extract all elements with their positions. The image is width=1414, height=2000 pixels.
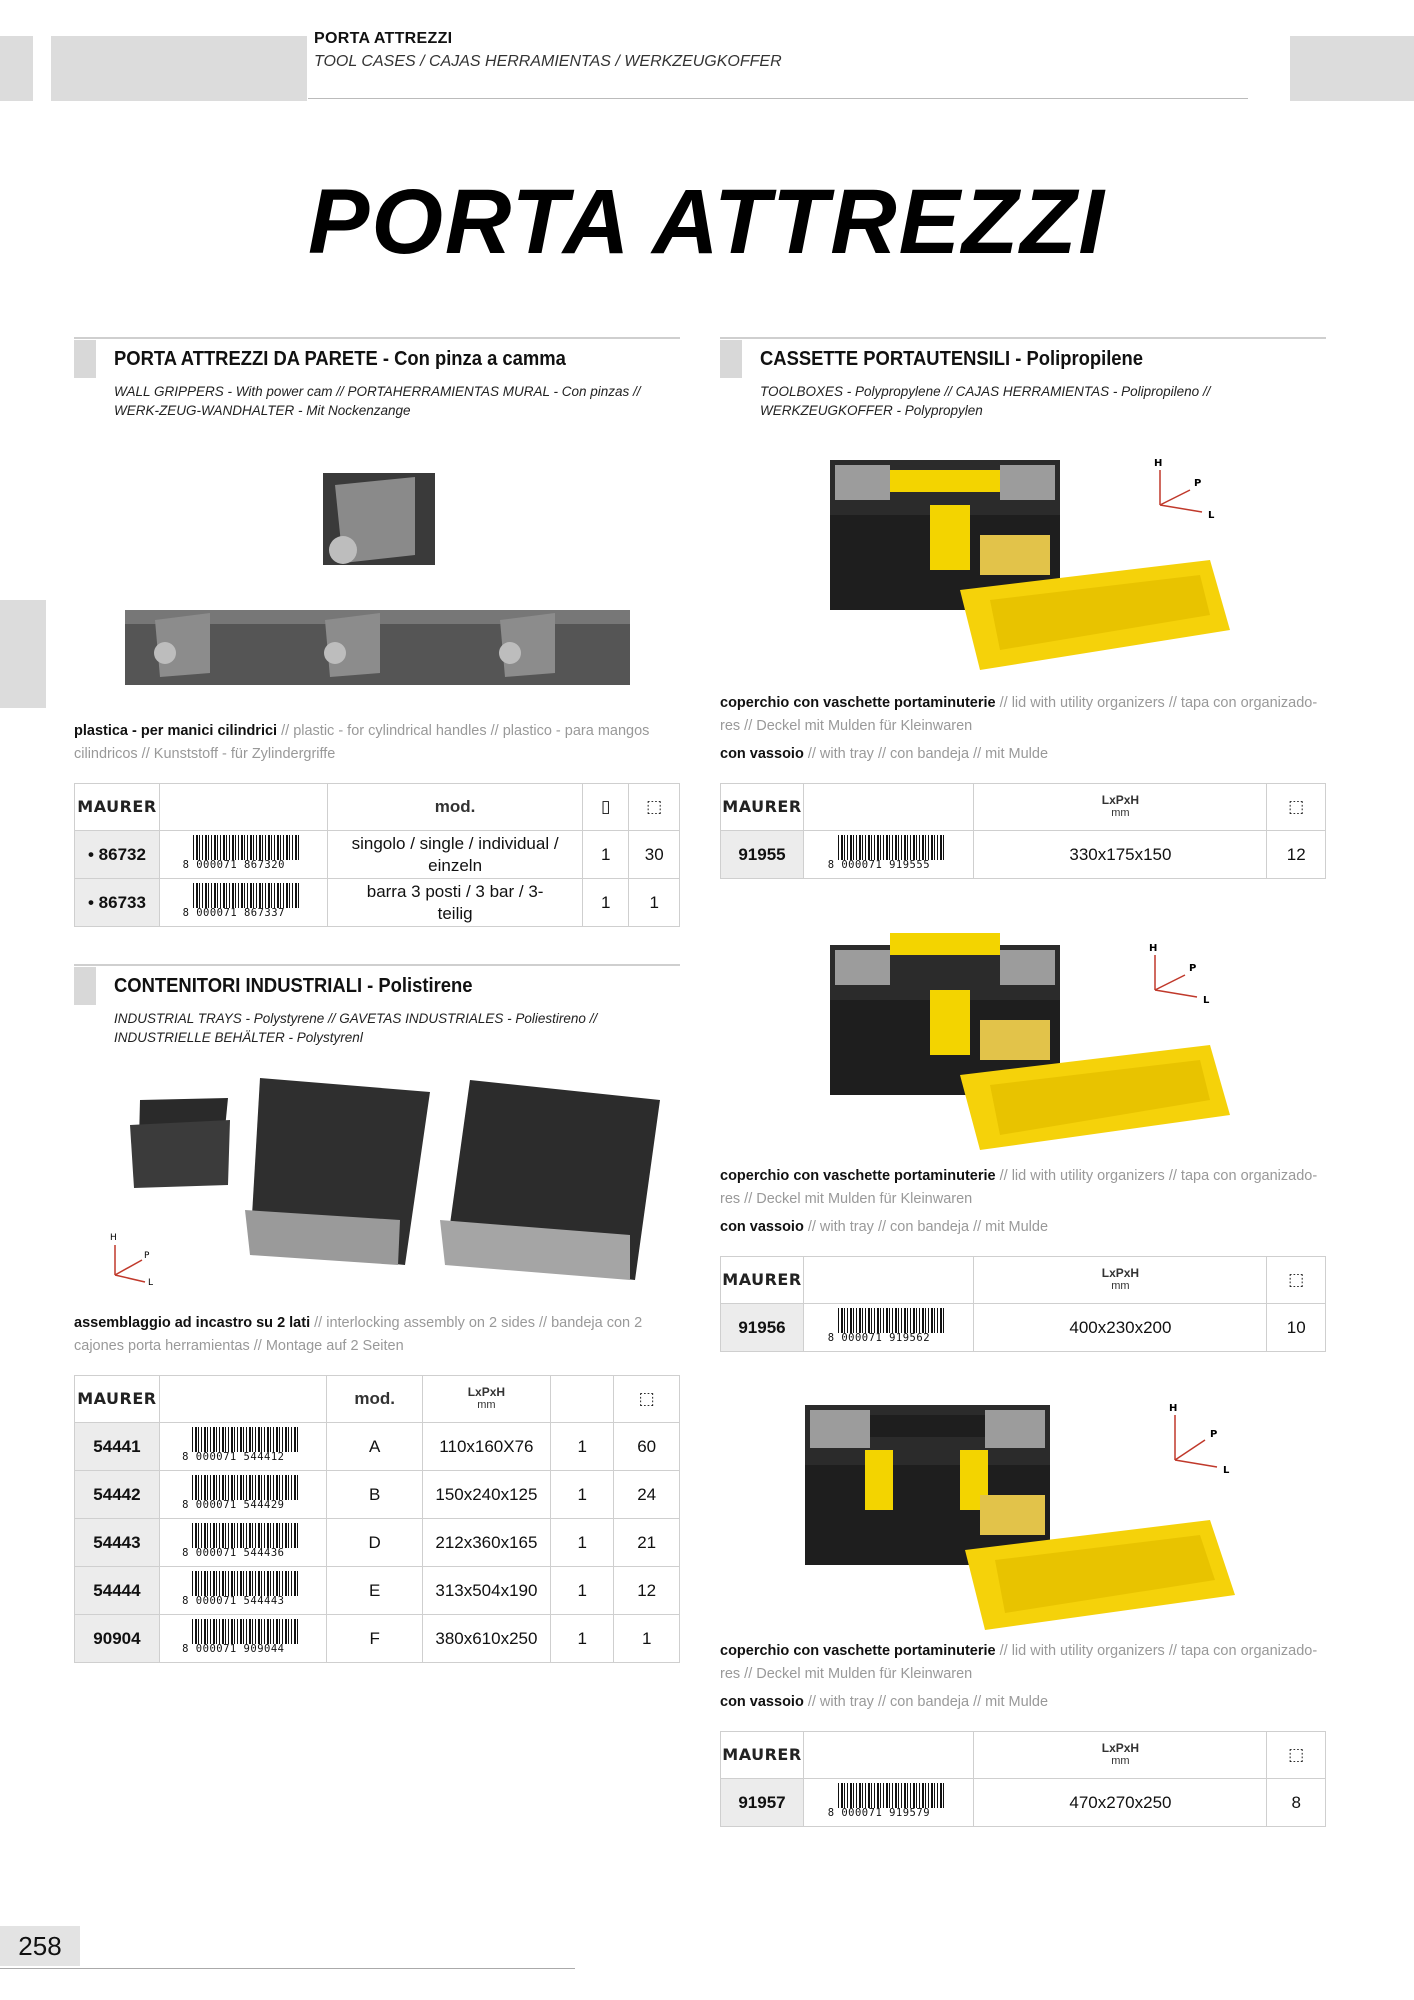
side-tab [0, 600, 46, 708]
mod-cell: singolo / single / individual / einzeln [328, 831, 583, 879]
barcode-header-cell [159, 1376, 327, 1423]
dim-header-label: LxPxH [1101, 793, 1140, 807]
toolbox-description-bold: coperchio con vaschette portaminuterie [720, 1168, 996, 1184]
axis-p-label: P [1189, 963, 1197, 974]
dim-cell: 313x504x190 [422, 1567, 550, 1615]
qty-cell: 1 [551, 1567, 614, 1615]
pack-header [614, 1376, 680, 1423]
dim-header [422, 1376, 550, 1423]
table-row [75, 879, 680, 927]
tray-note-rest: // with tray // con bandeja // mit Mulde [803, 1694, 1049, 1710]
dim-cell: 330x175x150 [974, 831, 1267, 879]
barcode-number: 8 000071 544436 [182, 1547, 285, 1559]
box-icon: ⬚ [1288, 797, 1305, 816]
page-title: PORTA ATTREZZI [307, 171, 1106, 273]
mod-cell: D [327, 1519, 422, 1567]
tray-note-bold: con vassoio [720, 1219, 804, 1235]
toolbox-description-rest: // lid with utility organizers // tapa con organizado-res // Deckel mit Mulden für Kleinwaren [720, 1643, 1318, 1682]
barcode [828, 833, 950, 871]
pack-header [1267, 784, 1326, 831]
dim-cell: 110x160X76 [422, 1423, 550, 1471]
industrial-description-bold: assemblaggio ad incastro su 2 lati [74, 1315, 311, 1331]
pack-cell: 30 [629, 831, 680, 879]
axis-p-label: P [1194, 478, 1202, 489]
barcode-number: 8 000071 544443 [182, 1595, 285, 1607]
header-subtitle: TOOL CASES / CAJAS HERRAMIENTAS / WERKZEUGKOFFER [314, 53, 782, 70]
industrial-description-rest: // interlocking assembly on 2 sides // bandeja con 2 cajones porta herramientas // Montage auf 2 Seiten [74, 1315, 643, 1354]
axis-h-label: H [1169, 1403, 1178, 1414]
dim-cell: 380x610x250 [422, 1615, 550, 1663]
barcode-cell [803, 1304, 973, 1352]
wall-description-rest: // plastic - for cylindrical handles // plastico - para mangos cilindricos // Kunststoff - für Zylindergriffe [74, 723, 650, 762]
brand-cell [75, 1376, 160, 1423]
barcode [182, 1425, 304, 1463]
brand-logo: MAURER [722, 1270, 802, 1289]
pack-cell: 12 [1267, 831, 1326, 879]
dim-header-label: LxPxH [467, 1385, 506, 1399]
industrial-section-subtitle: INDUSTRIAL TRAYS - Polystyrene // GAVETAS INDUSTRIALES - Poliestireno // INDUSTRIELLE BEHÄLTER - Polystyrenl [114, 1011, 598, 1045]
dim-cell: 470x270x250 [974, 1779, 1267, 1827]
dim-header [974, 1257, 1267, 1304]
pack-cell: 60 [614, 1423, 680, 1471]
axis-h-label: H [110, 1233, 117, 1243]
table-row [75, 1615, 680, 1663]
barcode [182, 1617, 304, 1655]
barcode-cell [803, 1779, 973, 1827]
axis-l-label: L [1223, 1465, 1230, 1476]
unit-header [582, 784, 628, 831]
axis-p-label: P [1210, 1429, 1218, 1440]
industrial-trays-image [100, 1070, 670, 1290]
barcode [183, 833, 305, 871]
pack-cell: 12 [614, 1567, 680, 1615]
qty-cell: 1 [551, 1471, 614, 1519]
mod-cell: A [327, 1423, 422, 1471]
pack-header [1267, 1257, 1326, 1304]
qty-cell: 1 [551, 1519, 614, 1567]
toolbox-image [810, 440, 1290, 680]
page-number: 258 [0, 1926, 80, 1966]
toolbox-product-table [720, 1256, 1326, 1352]
header-divider [308, 98, 1248, 99]
barcode-cell [159, 1615, 327, 1663]
pack-cell: 8 [1267, 1779, 1326, 1827]
wall-description [74, 720, 674, 766]
unit-header [551, 1376, 614, 1423]
toolbox-image [790, 1385, 1290, 1635]
table-row [75, 1471, 680, 1519]
mod-cell: E [327, 1567, 422, 1615]
toolbox-description [720, 692, 1330, 738]
product-code: 54442 [75, 1471, 160, 1519]
pack-cell: 10 [1267, 1304, 1326, 1352]
barcode [828, 1781, 950, 1819]
barcode-cell [159, 1519, 327, 1567]
product-code: 54441 [75, 1423, 160, 1471]
wall-product-table [74, 783, 680, 927]
brand-logo: MAURER [722, 797, 802, 816]
dim-unit-label: mm [477, 1399, 496, 1411]
dim-header [974, 784, 1267, 831]
product-code: • 86733 [75, 879, 160, 927]
box-icon: ⬚ [1288, 1745, 1305, 1764]
barcode-number: 8 000071 909044 [182, 1643, 285, 1655]
axis-l-label: L [1203, 995, 1210, 1006]
wall-gripper-image [115, 455, 675, 700]
wall-description-bold: plastica - per manici cilindrici [74, 723, 278, 739]
toolbox-description-bold: coperchio con vaschette portaminuterie [720, 1643, 996, 1659]
corner-tab-right [1290, 36, 1414, 101]
footer-divider [0, 1968, 575, 1969]
barcode [182, 1521, 304, 1559]
product-code: • 86732 [75, 831, 160, 879]
barcode-cell [159, 1567, 327, 1615]
axis-l-label: L [1208, 510, 1215, 521]
qty-cell: 1 [551, 1615, 614, 1663]
tray-note-rest: // with tray // con bandeja // mit Mulde [803, 746, 1049, 762]
qty-cell: 1 [582, 879, 628, 927]
pack-cell: 24 [614, 1471, 680, 1519]
toolbox-product-table [720, 783, 1326, 879]
corner-tab-left [0, 36, 33, 101]
toolbox-description-rest: // lid with utility organizers // tapa con organizado-res // Deckel mit Mulden für Kleinwaren [720, 1168, 1318, 1207]
barcode-header-cell [803, 1257, 973, 1304]
barcode-number: 8 000071 919579 [827, 1807, 931, 1819]
qty-cell: 1 [551, 1423, 614, 1471]
dim-cell: 150x240x125 [422, 1471, 550, 1519]
dim-unit-label: mm [1111, 1755, 1130, 1767]
dim-header [974, 1732, 1267, 1779]
wall-section-title: PORTA ATTREZZI DA PARETE - Con pinza a camma [114, 348, 566, 370]
table-row [721, 1779, 1326, 1827]
table-row [721, 1304, 1326, 1352]
brand-cell [721, 784, 804, 831]
axis-l-label: L [148, 1278, 154, 1288]
barcode-number: 8 000071 544429 [182, 1499, 285, 1511]
dim-cell: 400x230x200 [974, 1304, 1267, 1352]
toolbox-description [720, 1640, 1330, 1686]
qty-cell: 1 [582, 831, 628, 879]
box-icon: ⬚ [646, 797, 663, 816]
table-row [75, 1567, 680, 1615]
mod-cell: barra 3 posti / 3 bar / 3-teilig [328, 879, 583, 927]
barcode [182, 1473, 304, 1511]
dim-cell: 212x360x165 [422, 1519, 550, 1567]
toolbox-section-subtitle: TOOLBOXES - Polypropylene // CAJAS HERRAMIENTAS - Polipropileno // WERKZEUGKOFFER - Polypropylen [760, 384, 1211, 418]
dim-unit-label: mm [1111, 807, 1130, 819]
brand-logo: MAURER [722, 1745, 802, 1764]
toolbox-description-rest: // lid with utility organizers // tapa con organizado-res // Deckel mit Mulden für Kleinwaren [720, 695, 1318, 734]
barcode-cell [159, 1471, 327, 1519]
mod-header-label: mod. [434, 797, 476, 816]
barcode [183, 881, 305, 919]
box-icon: ⬚ [638, 1389, 655, 1408]
barcode-number: 8 000071 867320 [182, 859, 285, 871]
dim-header-label: LxPxH [1101, 1741, 1140, 1755]
barcode-cell [159, 831, 327, 879]
barcode-cell [159, 879, 327, 927]
section-divider [74, 964, 680, 966]
pack-header [1267, 1732, 1326, 1779]
mod-cell: F [327, 1615, 422, 1663]
brand-cell [721, 1257, 804, 1304]
barcode-number: 8 000071 919562 [827, 1332, 931, 1344]
toolbox-tray-note [720, 1219, 1048, 1235]
toolbox-tray-note [720, 746, 1048, 762]
brand-cell [75, 784, 160, 831]
toolbox-product-table [720, 1731, 1326, 1827]
barcode-header-cell [803, 1732, 973, 1779]
product-code: 91956 [721, 1304, 804, 1352]
product-code: 91957 [721, 1779, 804, 1827]
barcode-header-cell [803, 784, 973, 831]
mod-header-label: mod. [354, 1389, 395, 1408]
header-title: PORTA ATTREZZI [314, 30, 453, 47]
toolbox-description [720, 1165, 1330, 1211]
unit-icon: ▯ [600, 797, 611, 816]
brand-cell [721, 1732, 804, 1779]
box-icon: ⬚ [1288, 1270, 1305, 1289]
section-marker [74, 340, 96, 378]
header-tab [51, 36, 307, 101]
section-marker [74, 967, 96, 1005]
industrial-section-title: CONTENITORI INDUSTRIALI - Polistirene [114, 975, 473, 997]
pack-header [629, 784, 680, 831]
product-code: 90904 [75, 1615, 160, 1663]
table-row [75, 831, 680, 879]
barcode-header-cell [159, 784, 327, 831]
axis-h-label: H [1149, 943, 1158, 954]
section-divider [720, 337, 1326, 339]
dim-header-label: LxPxH [1101, 1266, 1140, 1280]
wall-section-subtitle: WALL GRIPPERS - With power cam // PORTAHERRAMIENTAS MURAL - Con pinzas // WERK-ZEUG-WANDHALTER - Mit Nockenzange [114, 384, 641, 418]
barcode-number: 8 000071 919555 [827, 859, 931, 871]
barcode-cell [803, 831, 973, 879]
tray-note-bold: con vassoio [720, 1694, 804, 1710]
barcode-number: 8 000071 867337 [182, 907, 285, 919]
pack-cell: 1 [629, 879, 680, 927]
dim-unit-label: mm [1111, 1280, 1130, 1292]
product-code: 54444 [75, 1567, 160, 1615]
barcode-cell [159, 1423, 327, 1471]
tray-note-bold: con vassoio [720, 746, 804, 762]
axis-p-label: P [144, 1251, 150, 1261]
axis-h-label: H [1154, 458, 1163, 469]
mod-cell: B [327, 1471, 422, 1519]
table-row [75, 1423, 680, 1471]
product-code: 91955 [721, 831, 804, 879]
product-code: 54443 [75, 1519, 160, 1567]
pack-cell: 1 [614, 1615, 680, 1663]
section-marker [720, 340, 742, 378]
toolbox-description-bold: coperchio con vaschette portaminuterie [720, 695, 996, 711]
industrial-product-table [74, 1375, 680, 1663]
mod-header [328, 784, 583, 831]
barcode [182, 1569, 304, 1607]
mod-header [327, 1376, 422, 1423]
brand-logo: MAURER [77, 797, 157, 816]
toolbox-section-title: CASSETTE PORTAUTENSILI - Polipropilene [760, 348, 1144, 370]
section-divider [74, 337, 680, 339]
brand-logo: MAURER [77, 1389, 157, 1408]
table-row [75, 1519, 680, 1567]
pack-cell: 21 [614, 1519, 680, 1567]
barcode-number: 8 000071 544412 [182, 1451, 285, 1463]
table-row [721, 831, 1326, 879]
tray-note-rest: // with tray // con bandeja // mit Mulde [803, 1219, 1049, 1235]
toolbox-image [810, 915, 1290, 1155]
toolbox-tray-note [720, 1694, 1048, 1710]
barcode [828, 1306, 950, 1344]
industrial-description [74, 1312, 674, 1358]
